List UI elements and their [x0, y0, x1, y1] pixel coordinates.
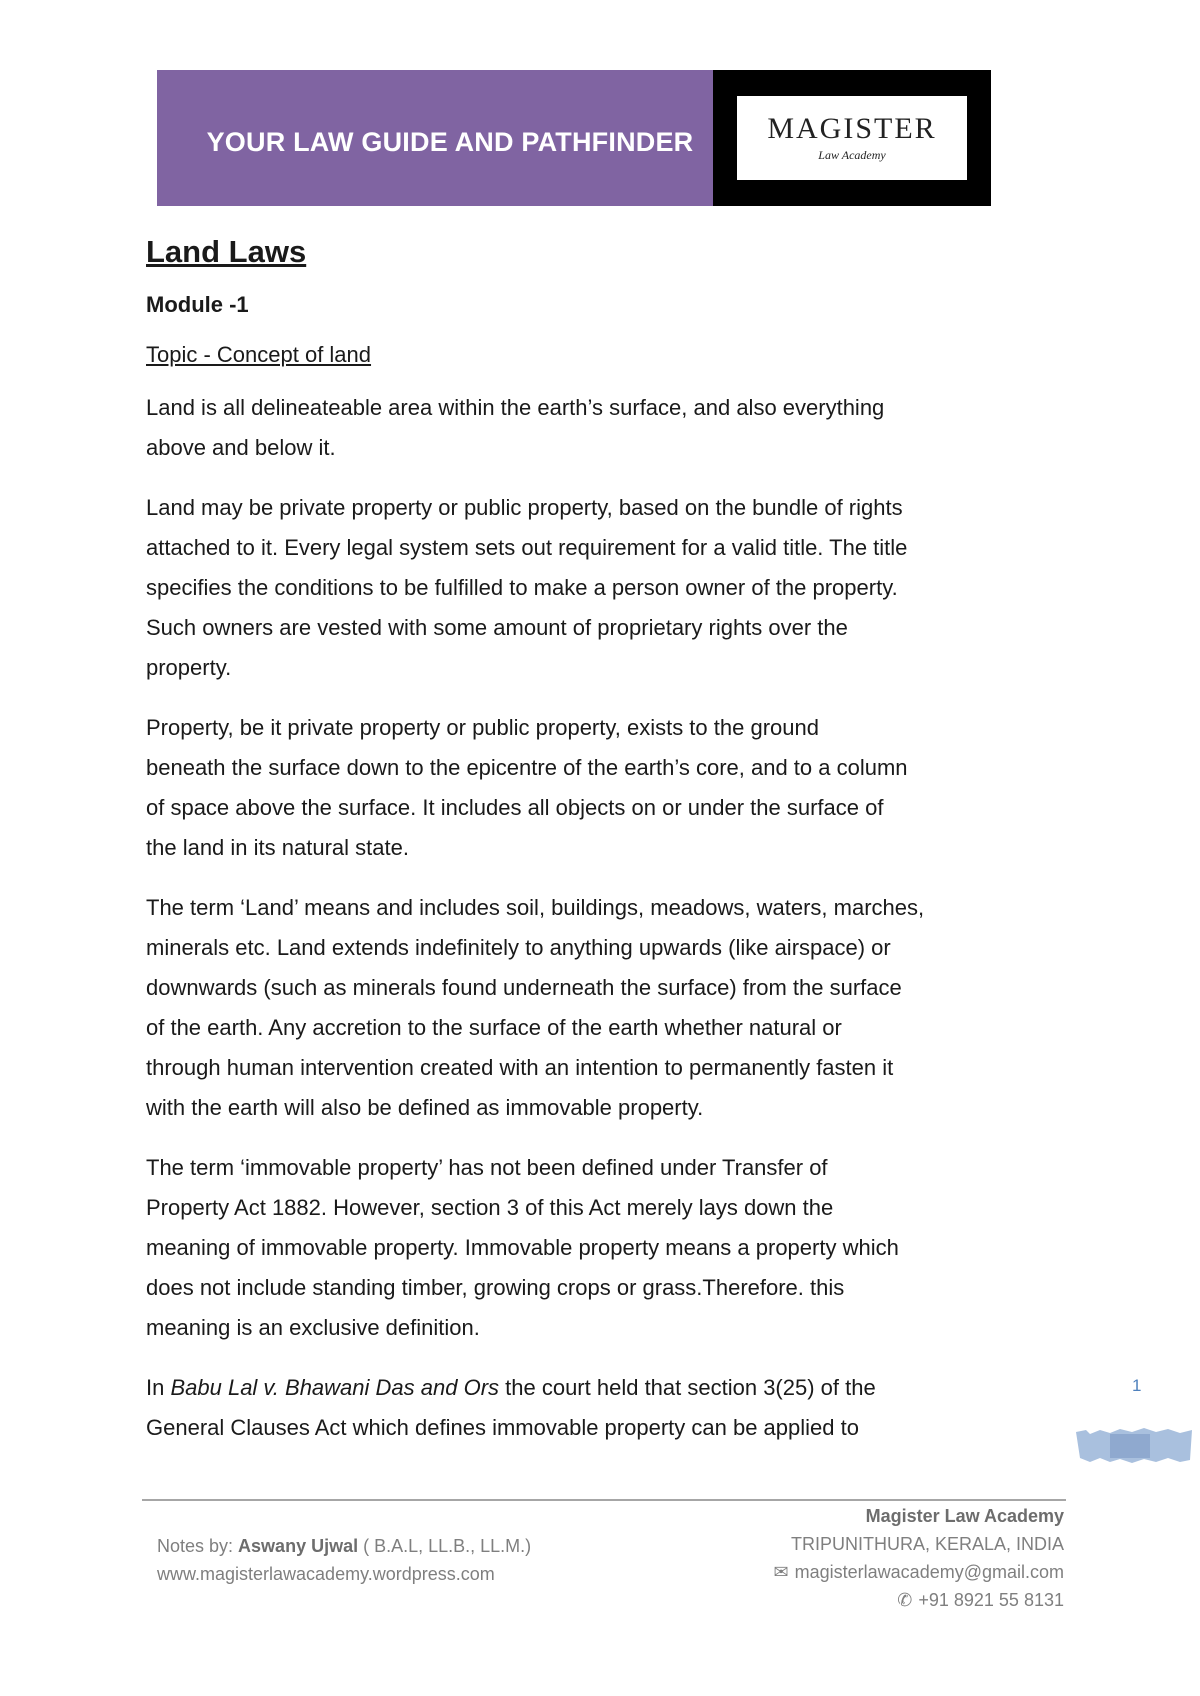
- page-number: 1: [1132, 1376, 1142, 1395]
- banner-logo-panel: [713, 70, 991, 206]
- topic-heading: Topic - Concept of land: [146, 342, 372, 367]
- footer-org-name: Magister Law Academy: [865, 1506, 1064, 1526]
- magister-logo: [737, 96, 967, 180]
- paragraph: Land is all delineateable area within the earth’s surface, and also everything above and below it.: [146, 395, 885, 460]
- case-intro-text: In: [146, 1375, 171, 1400]
- document-title: Land Laws: [146, 234, 307, 269]
- paragraph: Land may be private property or public property, based on the bundle of rights attached to it. Every legal system sets out requirement for a valid title. The title specifies the conditions to be fulfilled to make a person owner of the property. Such owners are vested with some amount of proprietary rights over the property.: [146, 495, 908, 680]
- website-link[interactable]: www.magisterlawacademy.wordpress.com: [157, 1564, 495, 1584]
- module-heading: Module -1: [146, 292, 249, 317]
- case-holding-text: the court held that section 3(25) of the General Clauses Act which defines immovable property can be applied to: [146, 1375, 876, 1440]
- author-qualifications: ( B.A.L, LL.B., LL.M.): [358, 1536, 532, 1556]
- banner-tagline-panel: [157, 70, 713, 206]
- footer-divider: [142, 1499, 1066, 1501]
- paragraph: Property, be it private property or public property, exists to the ground beneath the surface down to the epicentre of the earth’s core, and to a column of space above the surface. It includes all objects on or under the surface of the land in its natural state.: [146, 715, 908, 860]
- document-body: [146, 234, 1066, 1468]
- author-name: Aswany Ujwal: [238, 1536, 359, 1556]
- paragraph-case-law: [146, 1368, 1066, 1448]
- footer-location: TRIPUNITHURA, KERALA, INDIA: [790, 1534, 1064, 1554]
- banner-tagline: YOUR LAW GUIDE AND PATHFINDER: [206, 126, 694, 157]
- header-banner: [157, 70, 991, 206]
- email-link[interactable]: magisterlawacademy@gmail.com: [794, 1562, 1064, 1582]
- logo-name: MAGISTER: [767, 111, 937, 145]
- footer-email-line: [774, 1558, 1064, 1586]
- logo-subtitle: Law Academy: [818, 147, 886, 162]
- phone-number: +91 8921 55 8131: [918, 1590, 1064, 1610]
- page-flag-graphic: [1076, 1420, 1192, 1470]
- footer-author-line: [157, 1532, 531, 1560]
- notes-prefix: Notes by:: [157, 1536, 239, 1556]
- footer-right: [774, 1502, 1064, 1614]
- footer-left: [157, 1532, 531, 1588]
- footer-phone-line: [774, 1586, 1064, 1614]
- case-name: Babu Lal v. Bhawani Das and Ors: [170, 1375, 500, 1400]
- paragraph: The term ‘Land’ means and includes soil, buildings, meadows, waters, marches, minerals etc. Land extends indefinitely to anything upwards (like airspace) or downwards (such as minerals found underneath the surface) from the surface of the earth. Any accretion to the surface of the earth whether natural or through human intervention created with an intention to permanently fasten it with the earth will also be defined as immovable property.: [146, 895, 925, 1120]
- phone-icon: ✆: [897, 1590, 913, 1610]
- paragraph: The term ‘immovable property’ has not been defined under Transfer of Property Act 1882. However, section 3 of this Act merely lays down the meaning of immovable property. Immovable property means a property which does not include standing timber, growing crops or grass.Therefore. this meaning is an exclusive definition.: [146, 1155, 899, 1340]
- envelope-icon: ✉: [773, 1562, 789, 1582]
